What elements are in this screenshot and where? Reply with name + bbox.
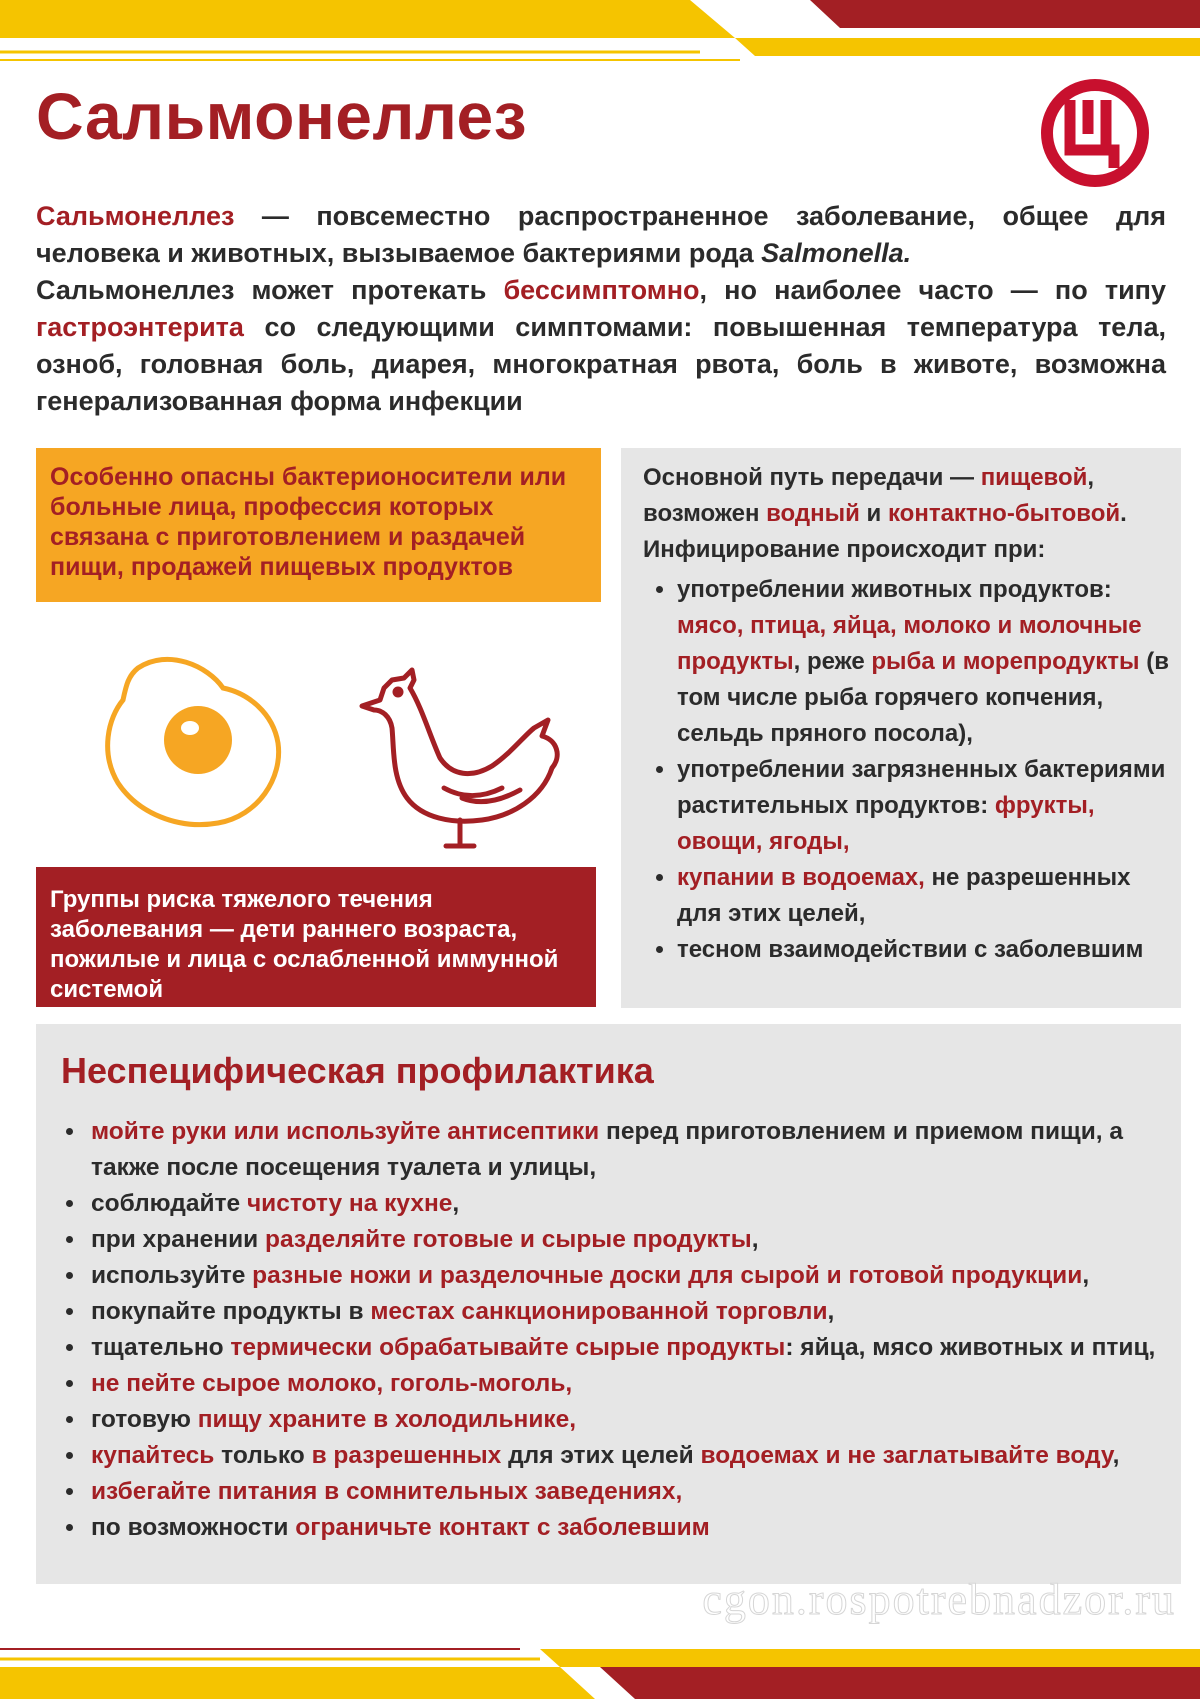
- list-item: • готовую пищу храните в холодильнике,: [87, 1402, 1161, 1438]
- fried-egg-icon: [98, 648, 308, 838]
- list-item: • покупайте продукты в местах санкционированной торговли,: [87, 1294, 1161, 1330]
- website-watermark: cgon.rospotrebnadzor.ru: [702, 1575, 1176, 1624]
- list-item: • используйте разные ножи и разделочные доски для сырой и готовой продукции,: [87, 1258, 1161, 1294]
- list-item: • тщательно термически обрабатывайте сырые продукты: яйца, мясо животных и птиц,: [87, 1330, 1161, 1366]
- prevention-list: [61, 1114, 1161, 1546]
- list-item: • купайтесь только в разрешенных для этих целей водоемах и не заглатывайте воду,: [87, 1438, 1161, 1474]
- infection-intro: Инфицирование происходит при:: [643, 536, 1046, 563]
- list-item: • соблюдайте чистоту на кухне,: [87, 1186, 1161, 1222]
- list-item: • избегайте питания в сомнительных заведениях,: [87, 1474, 1161, 1510]
- top-decorative-band: [0, 0, 1200, 80]
- intro-paragraph-2: Сальмонеллез может протекать бессимптомно, но наиболее часто — по типу гастроэнтерита со следующими симптомами: повышенная температура тела, озноб, головная боль, диарея, многократная рвота, боль в животе, возможна генерализованная форма инфекции: [36, 275, 1166, 416]
- risk-groups-box: Группы риска тяжелого течения заболевания — дети раннего возраста, пожилые и лица с ослабленной иммунной системой: [36, 867, 596, 1007]
- bottom-decorative-band: [0, 1619, 1200, 1699]
- list-item: • употреблении загрязненных бактериями растительных продуктов: фрукты, овощи, ягоды,: [677, 752, 1171, 860]
- page-title: Сальмонеллез: [36, 79, 528, 153]
- list-item: • употреблении животных продуктов: мясо, птица, яйца, молоко и молочные продукты, реже рыба и морепродукты (в том числе рыба горячего копчения, сельдь пряного посола),: [677, 572, 1171, 752]
- carriers-warning-box: Особенно опасны бактерионосители или больные лица, профессия которых связана с приготовлением и раздачей пищи, продажей пищевых продуктов: [36, 448, 601, 602]
- intro-text: [36, 198, 1166, 420]
- transmission-paths: Основной путь передачи — пищевой, возможен водный и контактно-бытовой.: [643, 464, 1127, 527]
- list-item: • мойте руки или используйте антисептики перед приготовлением и приемом пищи, а также после посещения туалета и улицы,: [87, 1114, 1161, 1186]
- list-item: • тесном взаимодействии с заболевшим: [677, 932, 1171, 968]
- list-item: • по возможности ограничьте контакт с заболевшим: [87, 1510, 1161, 1546]
- prevention-box: [36, 1024, 1181, 1584]
- list-item: • при хранении разделяйте готовые и сырые продукты,: [87, 1222, 1161, 1258]
- cgon-logo-icon: [1040, 78, 1150, 188]
- infection-list: [643, 572, 1171, 968]
- transmission-box: [621, 448, 1181, 1008]
- prevention-title: Неспецифическая профилактика: [61, 1050, 654, 1091]
- intro-paragraph-1: Сальмонеллез — повсеместно распространенное заболевание, общее для человека и животных, вызываемое бактериями рода Salmonella.: [36, 201, 1166, 268]
- list-item: • не пейте сырое молоко, гоголь-моголь,: [87, 1366, 1161, 1402]
- list-item: • купании в водоемах, не разрешенных для этих целей,: [677, 860, 1171, 932]
- chicken-icon: [352, 648, 582, 868]
